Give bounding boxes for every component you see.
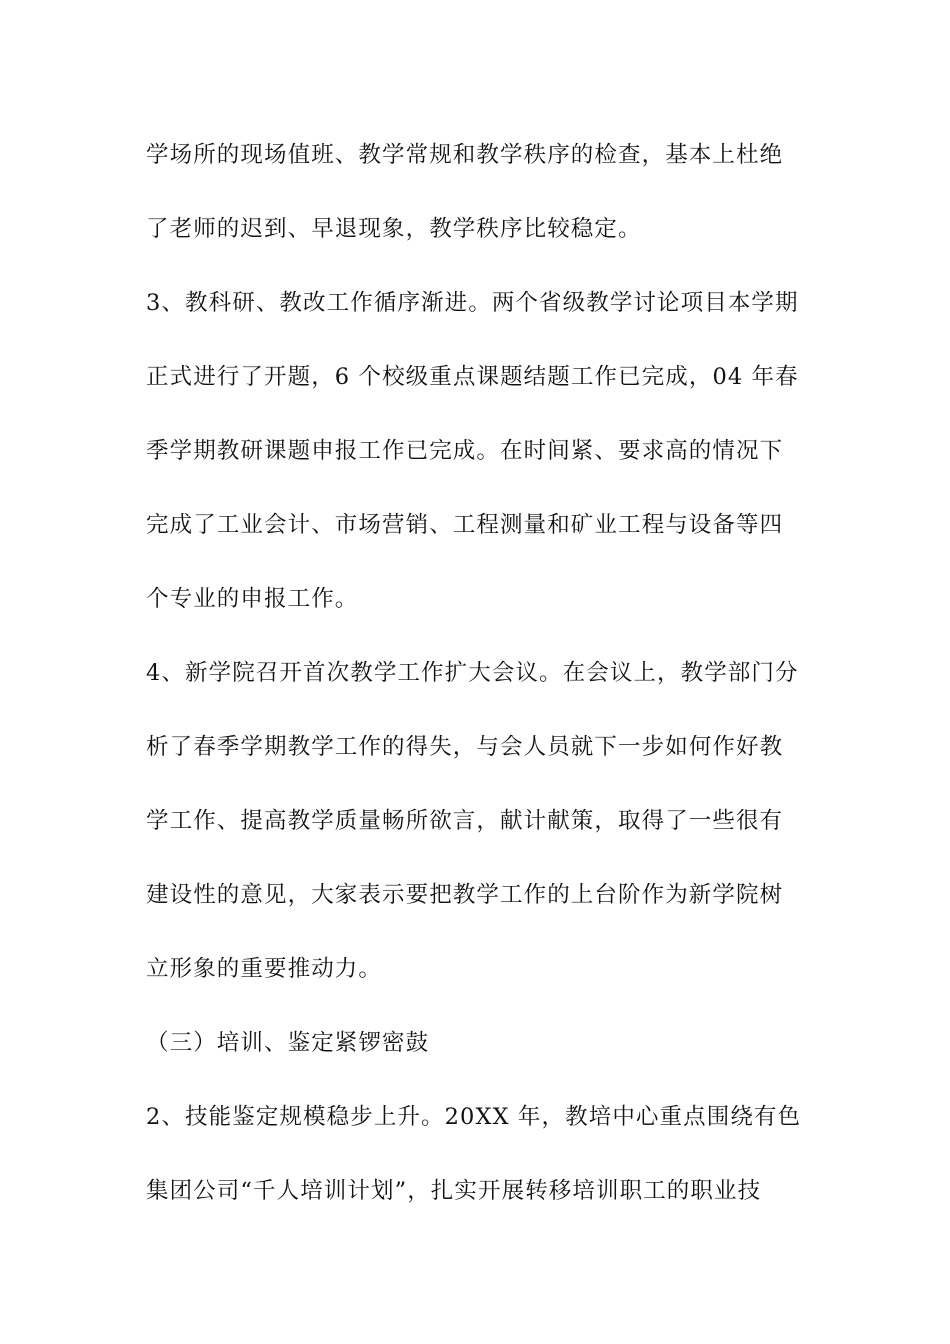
text-line: 2、技能鉴定规模稳步上升。20XX 年，教培中心重点围绕有色: [146, 1104, 802, 1130]
text-line: 完成了工业会计、市场营销、工程测量和矿业工程与设备等四: [146, 512, 784, 538]
text-line: 析了春季学期教学工作的得失，与会人员就下一步如何作好教: [146, 734, 784, 760]
text-line: 集团公司“千人培训计划”，扎实开展转移培训职工的职业技: [146, 1178, 762, 1204]
text-line: 正式进行了开题，6 个校级重点课题结题工作已完成，04 年春: [146, 364, 799, 390]
text-line: 季学期教研课题申报工作已完成。在时间紧、要求高的情况下: [146, 438, 784, 464]
text-line: 立形象的重要推动力。: [146, 956, 383, 982]
text-line: 4、新学院召开首次教学工作扩大会议。在会议上，教学部门分: [146, 660, 799, 686]
body-text: [146, 128, 810, 1238]
text-line: 建设性的意见，大家表示要把教学工作的上台阶作为新学院树: [146, 882, 784, 908]
text-line: 学工作、提高教学质量畅所欲言，献计献策，取得了一些很有: [146, 808, 784, 834]
text-line: 3、教科研、教改工作循序渐进。两个省级教学讨论项目本学期: [146, 290, 799, 316]
text-line: 个专业的申报工作。: [146, 586, 359, 612]
text-line: 了老师的迟到、早退现象，教学秩序比较稳定。: [146, 216, 642, 242]
section-heading: （三）培训、鉴定紧锣密鼓: [146, 1030, 430, 1056]
text-line: 学场所的现场值班、教学常规和教学秩序的检查，基本上杜绝: [146, 142, 784, 168]
